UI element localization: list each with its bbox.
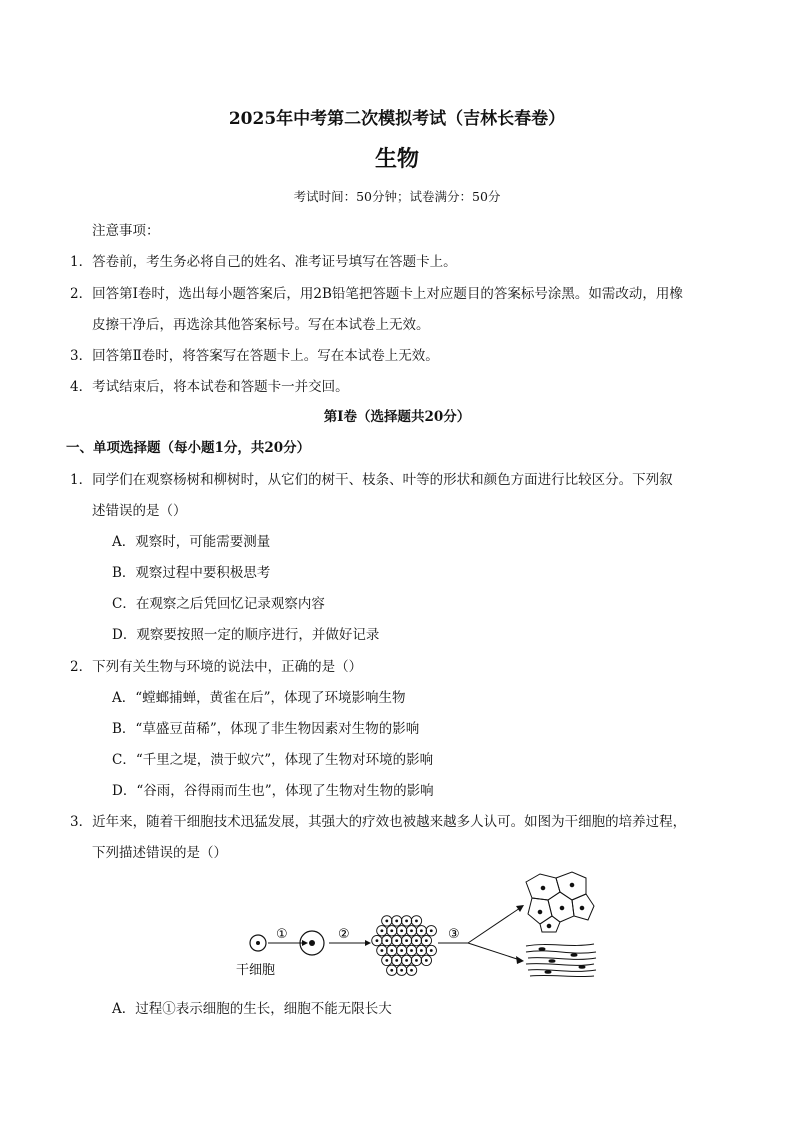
cluster-cell-nucleus <box>385 959 388 962</box>
cluster-cell-nucleus <box>395 939 398 942</box>
question-number: 2． <box>70 659 93 675</box>
note-text: 回答第Ⅰ卷时，选出每小题答案后，用2B铅笔把答题卡上对应题目的答案标号涂黑。如需改动，用橡 <box>92 286 683 302</box>
cluster-cell-nucleus <box>390 929 393 932</box>
cluster-cell-nucleus <box>376 939 379 942</box>
cluster-cell-nucleus <box>415 959 418 962</box>
cluster-cell-nucleus <box>385 939 388 942</box>
note-item <box>70 282 683 302</box>
question-number: 1． <box>70 472 93 488</box>
cluster-cell-nucleus <box>425 939 428 942</box>
option-b: B．观察过程中要积极思考 <box>112 565 271 581</box>
note-text: 回答第Ⅱ卷时，将答案写在答题卡上。写在本试卷上无效。 <box>92 348 439 364</box>
cluster-cell-nucleus <box>405 919 408 922</box>
option-a: A．“螳螂捕蝉，黄雀在后”，体现了环境影响生物 <box>112 690 406 706</box>
note-number: 1． <box>70 254 93 270</box>
option-c: C．“千里之堤，溃于蚁穴”，体现了生物对环境的影响 <box>112 752 434 768</box>
exam-meta: 考试时间：50分钟；试卷满分：50分 <box>293 189 501 204</box>
question-stem-continued: 述错误的是（） <box>92 503 187 519</box>
note-number: 2． <box>70 286 93 302</box>
note-text: 答卷前，考生务必将自己的姓名、准考证号填写在答题卡上。 <box>92 254 457 270</box>
differentiated-cells-bottom <box>526 944 596 977</box>
cluster-cell-nucleus <box>415 919 418 922</box>
cluster-cell-nucleus <box>400 949 403 952</box>
cluster-cell-nucleus <box>390 949 393 952</box>
option-d: D．“谷雨，谷得雨而生也”，体现了生物对生物的影响 <box>112 783 434 799</box>
question-stem <box>70 468 673 488</box>
note-item <box>70 375 349 395</box>
cluster-cell-nucleus <box>420 949 423 952</box>
note-number: 3． <box>70 348 93 364</box>
step-label: ③ <box>448 927 460 942</box>
option-d: D．观察要按照一定的顺序进行，并做好记录 <box>112 627 380 643</box>
cluster-cell-nucleus <box>390 969 393 972</box>
volume-heading: 第Ⅰ卷（选择题共20分） <box>323 409 471 425</box>
cluster-cell-nucleus <box>430 949 433 952</box>
note-number: 4． <box>70 379 93 395</box>
cluster-cell-nucleus <box>380 949 383 952</box>
section-heading: 一、单项选择题（每小题1分，共20分） <box>66 440 311 456</box>
cluster-cell-nucleus <box>405 959 408 962</box>
option-b: B．“草盛豆苗稀”，体现了非生物因素对生物的影响 <box>112 721 420 737</box>
notes-heading: 注意事项： <box>92 223 160 239</box>
note-item <box>70 250 457 270</box>
option-c: C．在观察之后凭回忆记录观察内容 <box>112 596 325 612</box>
cluster-cell-nucleus <box>420 929 423 932</box>
cluster-cell-nucleus <box>395 959 398 962</box>
cluster-cell-nucleus <box>385 919 388 922</box>
step-label: ② <box>338 927 350 942</box>
cell-cluster <box>372 916 437 976</box>
cluster-cell-nucleus <box>405 939 408 942</box>
question-stem-continued: 下列描述错误的是（） <box>92 845 227 861</box>
stem-cell-small <box>250 935 266 951</box>
note-item <box>70 344 439 364</box>
question-stem <box>70 810 686 830</box>
question-text: 近年来，随着干细胞技术迅猛发展，其强大的疗效也被越来越多人认可。如图为干细胞的培养过程， <box>92 814 687 830</box>
step-label: ① <box>276 927 288 942</box>
question-text: 同学们在观察杨树和柳树时，从它们的树干、枝条、叶等的形状和颜色方面进行比较区分。下列叙 <box>92 472 673 488</box>
subject-title: 生物 <box>374 146 419 172</box>
differentiated-cells-top <box>526 872 594 932</box>
stem-cell-label: 干细胞 <box>236 963 276 978</box>
cluster-cell-nucleus <box>400 969 403 972</box>
question-number: 3． <box>70 814 93 830</box>
cluster-cell-nucleus <box>415 939 418 942</box>
cluster-cell-nucleus <box>410 969 413 972</box>
stem-cell-diagram <box>230 868 610 988</box>
note-text: 考试结束后，将本试卷和答题卡一并交回。 <box>92 379 349 395</box>
cluster-cell-nucleus <box>380 929 383 932</box>
option-a: A．过程①表示细胞的生长，细胞不能无限长大 <box>112 1001 392 1017</box>
exam-title: 2025年中考第二次模拟考试（吉林长春卷） <box>228 109 566 129</box>
cluster-cell-nucleus <box>425 959 428 962</box>
question-stem <box>70 655 362 675</box>
option-a: A．观察时，可能需要测量 <box>112 534 271 550</box>
question-text: 下列有关生物与环境的说法中，正确的是（） <box>92 659 363 675</box>
cluster-cell-nucleus <box>430 929 433 932</box>
cluster-cell-nucleus <box>410 949 413 952</box>
cluster-cell-nucleus <box>410 929 413 932</box>
cluster-cell-nucleus <box>400 929 403 932</box>
cluster-cell-nucleus <box>395 919 398 922</box>
note-text-continued: 皮擦干净后，再选涂其他答案标号。写在本试卷上无效。 <box>92 317 430 333</box>
